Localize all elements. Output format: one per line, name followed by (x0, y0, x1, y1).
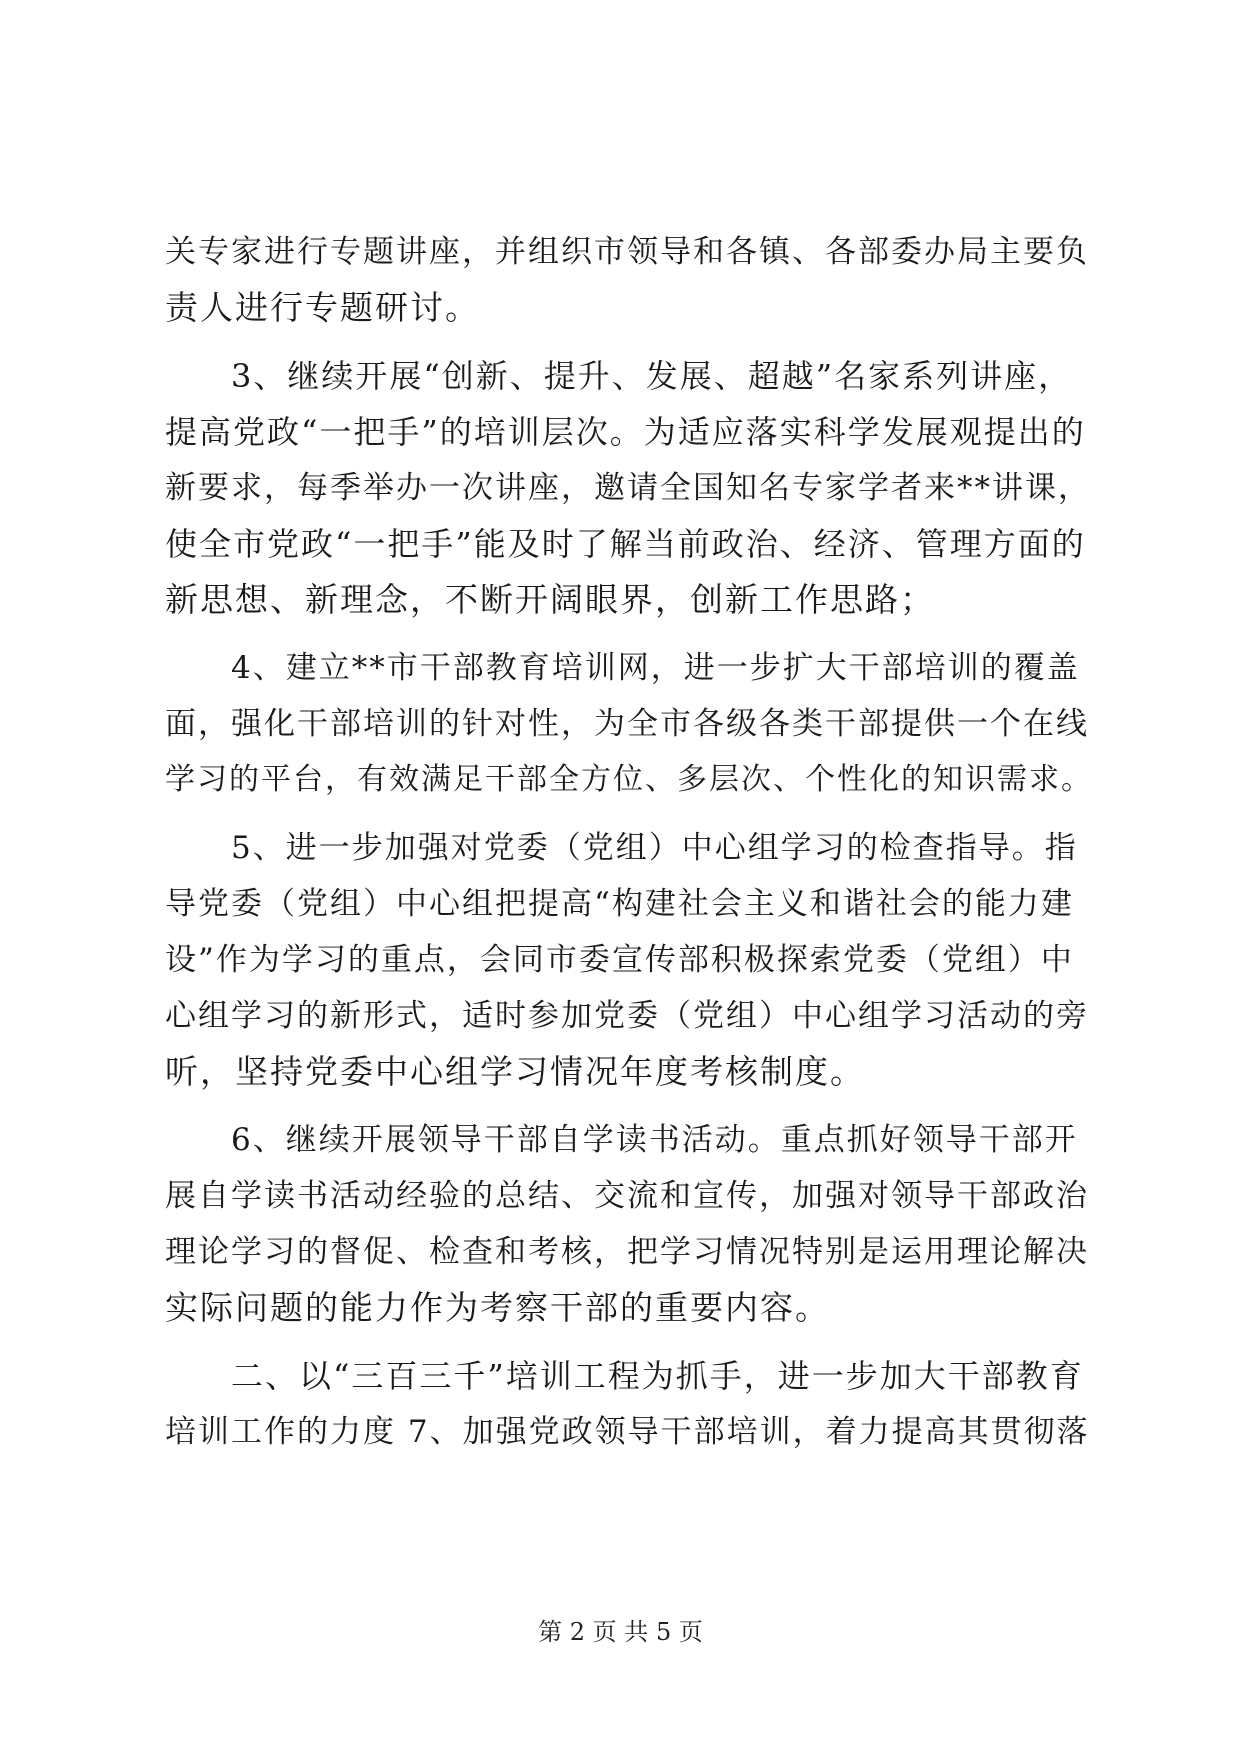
paragraph-line: 设”作为学习的重点，会同市委宣传部积极探索党委（党组）中 (165, 942, 1074, 978)
paragraph-line: 新思想、新理念，不断开阔眼界，创新工作思路； (165, 580, 935, 619)
paragraph-line: 实际问题的能力作为考察干部的重要内容。 (165, 1288, 830, 1327)
paragraph-line: 使全市党政“一把手”能及时了解当前政治、经济、管理方面的 (165, 525, 1086, 563)
page-footer: 第 2 页 共 5 页 (538, 1618, 703, 1646)
paragraph-first-line: 5、进一步加强对党委（党组）中心组学习的检查指导。指 (231, 830, 1078, 866)
paragraph-first-line: 4、建立**市干部教育培训网，进一步扩大干部培训的覆盖 (231, 650, 1080, 686)
paragraph-first-line: 6、继续开展领导干部自学读书活动。重点抓好领导干部开 (231, 1122, 1078, 1158)
document-body (165, 224, 1095, 1460)
paragraph-first-line: 3、继续开展“创新、提升、发展、超越”名家系列讲座， (231, 357, 1073, 395)
paragraph-line: 责人进行专题研讨。 (165, 288, 480, 327)
paragraph-line: 培训工作的力度 7、加强党政领导干部培训，着力提高其贯彻落 (165, 1414, 1090, 1450)
paragraph-line: 面，强化干部培训的针对性，为全市各级各类干部提供一个在线 (165, 706, 1089, 742)
paragraph-line: 关专家进行专题讲座，并组织市领导和各镇、各部委办局主要负 (165, 234, 1089, 270)
paragraph-line: 心组学习的新形式，适时参加党委（党组）中心组学习活动的旁 (165, 998, 1089, 1034)
paragraph-line: 展自学读书活动经验的总结、交流和宣传，加强对领导干部政治 (165, 1178, 1089, 1214)
paragraph-first-line: 二、以“三百三千”培训工程为抓手，进一步加大干部教育 (231, 1357, 1084, 1395)
paragraph-line: 新要求，每季举办一次讲座，邀请全国知名专家学者来**讲课， (165, 470, 1091, 506)
paragraph-line: 导党委（党组）中心组把提高“构建社会主义和谐社会的能力建 (165, 886, 1074, 922)
paragraph-line: 听，坚持党委中心组学习情况年度考核制度。 (165, 1052, 865, 1091)
paragraph-line: 理论学习的督促、检查和考核，把学习情况特别是运用理论解决 (165, 1234, 1089, 1270)
paragraph-line: 提高党政“一把手”的培训层次。为适应落实科学发展观提出的 (165, 413, 1086, 451)
paragraph-line: 学习的平台，有效满足干部全方位、多层次、个性化的知识需求。 (165, 762, 1093, 797)
